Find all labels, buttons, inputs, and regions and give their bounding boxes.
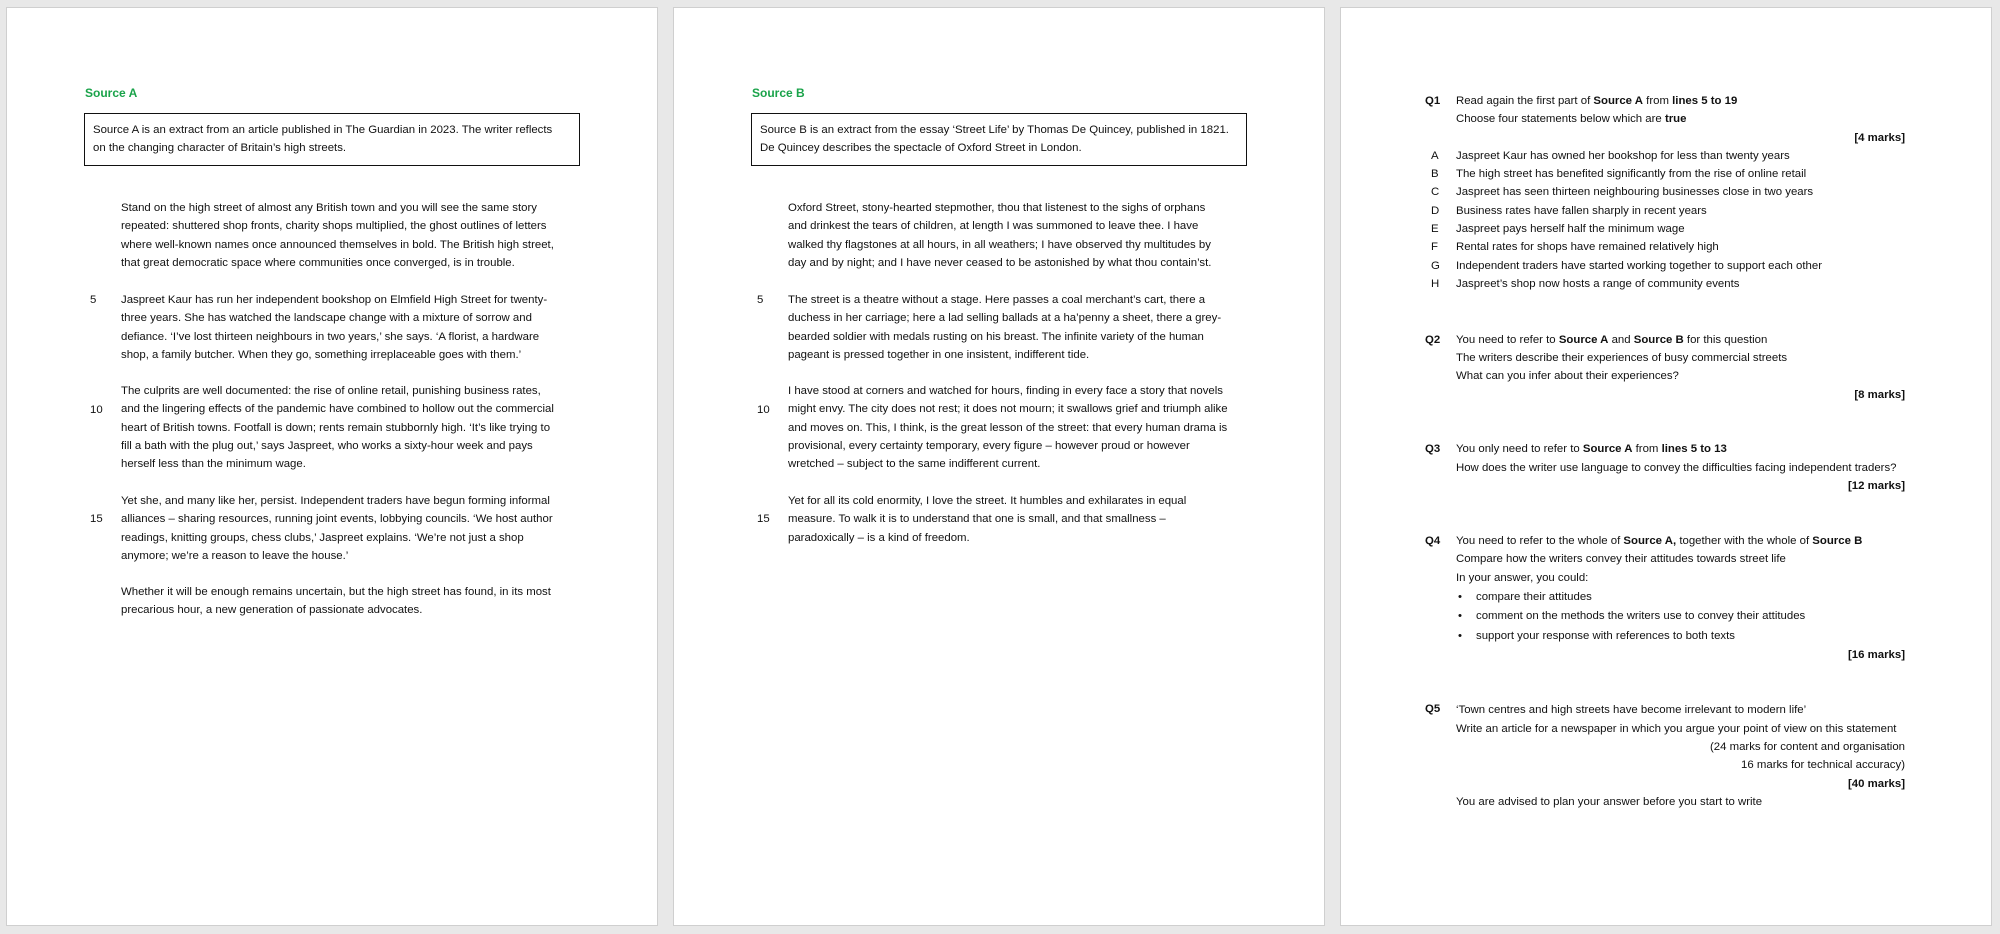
- option-letter: H: [1431, 278, 1440, 290]
- bullet-text: support your response with references to both texts: [1476, 630, 1735, 642]
- bullet-text: compare their attitudes: [1476, 591, 1592, 603]
- question-line: [1456, 532, 1862, 550]
- option-letter: A: [1431, 150, 1439, 162]
- text-line: Stand on the high street of almost any British town and you will see the same story: [121, 202, 537, 214]
- question-number: Q1: [1425, 95, 1441, 107]
- text-line: repeated: shuttered shop fronts, charity shops multiplied, the ghost outlines of letters: [121, 220, 547, 233]
- question-line: In your answer, you could:: [1456, 572, 1589, 584]
- question-line: [1456, 110, 1686, 128]
- text-line: Oxford Street, stony-hearted stepmother, thou that listenest to the sighs of orphans: [788, 202, 1206, 214]
- option-letter: D: [1431, 205, 1440, 217]
- paragraph: [121, 291, 571, 364]
- q-bold: Source A: [1582, 443, 1633, 455]
- text-line: precarious hour, a new generation of passionate advocates.: [121, 604, 423, 617]
- text-line: that great democratic space where communities once converged, is in trouble.: [121, 256, 515, 269]
- source-b-title: Source B: [752, 86, 805, 100]
- q-text: for this question: [1683, 334, 1768, 346]
- text-line: anymore; we’re a reason to leave the house.’: [121, 549, 349, 562]
- q-text: from: [1632, 443, 1662, 455]
- q-bold: true: [1664, 113, 1687, 125]
- q-bold: Source A,: [1623, 535, 1677, 547]
- marks-label: [12 marks]: [1848, 480, 1905, 492]
- line-number: 10: [757, 404, 770, 416]
- source-a-intro-box: [84, 113, 580, 166]
- question-line: ‘Town centres and high streets have become irrelevant to modern life’: [1456, 704, 1807, 716]
- text-line: and moves on. This, I think, is the great lesson of the street: that every human drama is: [788, 421, 1228, 434]
- paragraph: [788, 199, 1238, 272]
- page-source-b: [673, 7, 1325, 926]
- question-number: Q3: [1425, 443, 1441, 455]
- text-line: wretched – subject to the same indifferent current.: [788, 458, 1041, 471]
- bullet-icon: •: [1458, 610, 1462, 622]
- question-line: [1456, 92, 1737, 110]
- option-letter: E: [1431, 223, 1439, 235]
- line-number: 15: [757, 513, 770, 525]
- q-bold: Source A: [1558, 334, 1609, 346]
- question-line: How does the writer use language to convey the difficulties facing independent traders?: [1456, 462, 1897, 474]
- text-line: where well-known names once announced themselves in bold. The British high street,: [121, 238, 554, 251]
- option-letter: F: [1431, 241, 1438, 253]
- q-text: and: [1608, 334, 1634, 346]
- q-text: Read again the first part of: [1456, 95, 1594, 107]
- text-line: I have stood at corners and watched for hours, finding in every face a story that novels: [788, 385, 1223, 397]
- option-text: Rental rates for shops have remained relatively high: [1456, 241, 1719, 253]
- q-text: You need to refer to: [1456, 334, 1559, 346]
- paragraph: [788, 382, 1238, 473]
- paragraph: [121, 382, 571, 473]
- question-advice: You are advised to plan your answer before you start to write: [1456, 796, 1763, 808]
- text-line: herself less than the minimum wage.: [121, 458, 306, 471]
- paragraph: [788, 291, 1238, 364]
- option-text: Business rates have fallen sharply in recent years: [1456, 205, 1707, 217]
- text-line: defiance. ‘I’ve lost thirteen neighbours in two years,’ she says. ‘A florist, a hardware: [121, 330, 540, 343]
- text-line: pageant is pressed together in one insistent, indifferent tide.: [788, 348, 1090, 361]
- page-questions: [1340, 7, 1992, 926]
- q-text: You need to refer to the whole of: [1456, 535, 1624, 547]
- marks-label: [40 marks]: [1848, 778, 1905, 790]
- bullet-text: comment on the methods the writers use to convey their attitudes: [1476, 610, 1806, 622]
- marks-breakdown: (24 marks for content and organisation: [1709, 741, 1905, 753]
- paragraph: [121, 199, 571, 272]
- bullet-icon: •: [1458, 630, 1462, 642]
- text-line: bearded soldier with medals rusting on his breast. The infinite variety of the human: [788, 330, 1204, 343]
- text-line: Yet she, and many like her, persist. Independent traders have begun forming informal: [121, 495, 550, 507]
- q-bold: lines 5 to 19: [1672, 95, 1738, 107]
- text-line: The culprits are well documented: the rise of online retail, punishing business rates,: [121, 385, 541, 397]
- marks-label: [4 marks]: [1854, 132, 1905, 144]
- text-line: Yet for all its cold enormity, I love the street. It humbles and exhilarates in equal: [788, 495, 1187, 507]
- text-line: might envy. The city does not rest; it does not mourn; it swallows grief and triumph alike: [788, 403, 1228, 416]
- question-line: Write an article for a newspaper in which you argue your point of view on this statement: [1456, 723, 1897, 735]
- source-a-title: Source A: [85, 86, 138, 100]
- line-number: 10: [90, 404, 103, 416]
- q-text: You only need to refer to: [1456, 443, 1583, 455]
- question-line: The writers describe their experiences of busy commercial streets: [1456, 352, 1788, 364]
- text-line: shop, a family butcher. When they go, something irreplaceable goes with them.’: [121, 348, 522, 361]
- q-bold: lines 5 to 13: [1661, 443, 1727, 455]
- q-bold: Source B: [1633, 334, 1684, 346]
- marks-label: [16 marks]: [1848, 649, 1905, 661]
- text-line: Jaspreet Kaur has run her independent bookshop on Elmfield High Street for twenty-: [121, 294, 548, 306]
- q-text: from: [1643, 95, 1673, 107]
- text-line: measure. To walk it is to understand that one is small, and that smallness –: [788, 513, 1166, 526]
- text-line: provisional, every certainty temporary, every figure – however proud or however: [788, 439, 1190, 452]
- question-line: [1456, 331, 1767, 349]
- option-text: Jaspreet has seen thirteen neighbouring businesses close in two years: [1456, 186, 1814, 198]
- text-line: alliances – sharing resources, running joint events, lobbying councils. ‘We host author: [121, 513, 553, 526]
- option-text: Independent traders have started working together to support each other: [1456, 260, 1823, 272]
- marks-breakdown: 16 marks for technical accuracy): [1741, 759, 1905, 771]
- option-letter: B: [1431, 168, 1439, 180]
- option-letter: C: [1431, 186, 1440, 198]
- line-number: 15: [90, 513, 103, 525]
- bullet-icon: •: [1458, 591, 1462, 603]
- line-number: 5: [757, 294, 764, 306]
- source-b-intro-box: [751, 113, 1247, 166]
- text-line: The street is a theatre without a stage. Here passes a coal merchant’s cart, there a: [788, 294, 1206, 306]
- option-text: The high street has benefited significantly from the rise of online retail: [1456, 168, 1807, 180]
- text-line: three years. She has watched the landscape change with a mixture of sorrow and: [121, 312, 532, 325]
- option-letter: G: [1431, 260, 1440, 272]
- line-number: 5: [90, 294, 97, 306]
- q-text: together with the whole of: [1676, 535, 1813, 547]
- text-line: and drinkest the tears of children, at length I was summoned to leave thee. I have: [788, 220, 1199, 233]
- text-line: duchess in her carriage; here a lad selling ballads at a ha’penny a sheet, there a grey-: [788, 312, 1222, 325]
- question-number: Q5: [1425, 703, 1441, 715]
- intro-line: on the changing character of Britain’s high streets.: [93, 142, 347, 155]
- text-line: readings, knitting groups, chess clubs,’ Jaspreet explains. ‘We’re not just a shop: [121, 531, 524, 544]
- text-line: day and by night; and I have never ceased to be astonished by what thou contain’st.: [788, 256, 1212, 269]
- question-line: Compare how the writers convey their attitudes towards street life: [1456, 553, 1786, 565]
- text-line: and the lingering effects of the pandemic have combined to hollow out the commercial: [121, 403, 554, 416]
- option-text: Jaspreet’s shop now hosts a range of community events: [1456, 278, 1740, 290]
- marks-label: [8 marks]: [1854, 389, 1905, 401]
- question-line: What can you infer about their experiences?: [1456, 370, 1679, 382]
- q-bold: Source B: [1812, 535, 1863, 547]
- question-number: Q4: [1425, 535, 1441, 547]
- paragraph: [788, 492, 1238, 547]
- text-line: heart of British towns. Footfall is down; rents remain stubbornly high. ‘It’s like trying to: [121, 421, 551, 434]
- intro-line: Source A is an extract from an article published in The Guardian in 2023. The writer reflects: [93, 124, 553, 136]
- option-text: Jaspreet pays herself half the minimum wage: [1456, 223, 1685, 235]
- intro-line: Source B is an extract from the essay ‘Street Life’ by Thomas De Quincey, published in 1821.: [760, 124, 1229, 136]
- text-line: walked thy flagstones at all hours, in all weathers; I have observed thy multitudes by: [788, 238, 1211, 251]
- text-line: fill a bath with the plug out,’ says Jaspreet, who works a sixty-hour week and pays: [121, 439, 533, 452]
- q-bold: Source A: [1593, 95, 1643, 107]
- question-number: Q2: [1425, 334, 1441, 346]
- page-source-a: [6, 7, 658, 926]
- question-line: [1456, 440, 1727, 458]
- paragraph: [121, 583, 571, 620]
- q-text: Choose four statements below which are: [1456, 113, 1665, 125]
- option-text: Jaspreet Kaur has owned her bookshop for less than twenty years: [1456, 150, 1790, 162]
- intro-line: De Quincey describes the spectacle of Oxford Street in London.: [760, 142, 1082, 155]
- paragraph: [121, 492, 571, 565]
- text-line: paradoxically – is a kind of freedom.: [788, 531, 970, 544]
- text-line: Whether it will be enough remains uncertain, but the high street has found, in its most: [121, 586, 551, 598]
